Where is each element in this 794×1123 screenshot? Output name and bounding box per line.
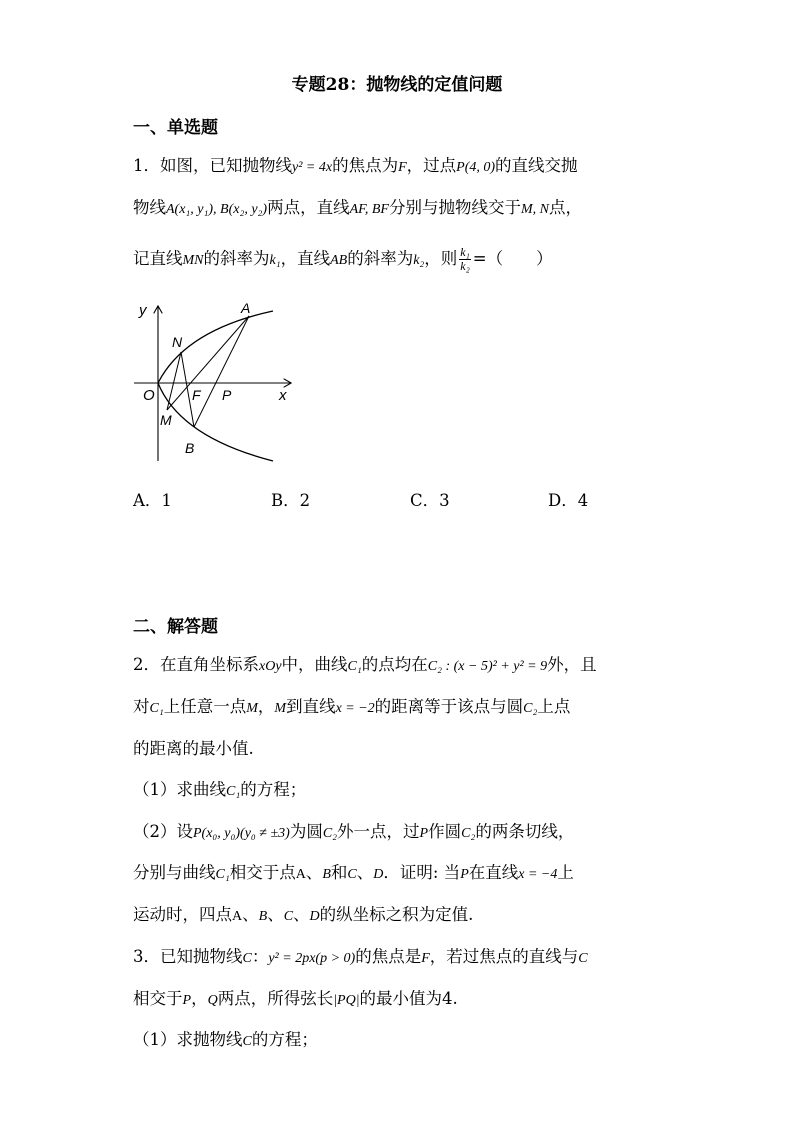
line-ab [194, 316, 249, 427]
math-lines-af-bf: AF, BF [349, 202, 389, 217]
label-m: M [160, 412, 172, 428]
page-title: 专题28：抛物线的定值问题 [291, 75, 503, 95]
option-b[interactable]: B．2 [271, 491, 311, 510]
label-b: B [185, 440, 195, 456]
math-k1: k₁ [269, 253, 281, 268]
section-heading-single-choice: 一、单选题 [133, 118, 218, 138]
q1-line-3: 记直线MN的斜率为k₁，直线AB的斜率为k₂，则 $\frac{\text{k₁}}{\text{k₂}}$ =（ ） [133, 245, 553, 273]
q2-line-2: 对C₁上任意一点M，M到直线x = −2的距离等于该点与圆C₂上点 [133, 697, 571, 716]
parabola-figure [125, 295, 300, 470]
label-o: O [143, 387, 155, 404]
math-focus-f: F [398, 160, 407, 175]
q3-line-1: 3．已知抛物线C：y² = 2px(p > 0)的焦点是F，若过焦点的直线与C [133, 947, 588, 966]
math-line-mn: MN [182, 253, 204, 268]
q2-sub-2: （2）设P(x₀, y₀)(y₀ ≠ ±3)为圆C₂外一点，过P作圆C₂的两条切线， [133, 822, 575, 841]
q3-line-2: 相交于P，Q两点，所得弦长|PQ|的最小值为4. [133, 989, 458, 1008]
section-heading-answer: 二、解答题 [133, 617, 218, 637]
line-af-m [167, 316, 249, 410]
math-points-ab: A(x₁, y₁), B(x₂, y₂) [166, 202, 268, 217]
q3-sub-1: （1）求抛物线C的方程； [133, 1030, 318, 1049]
math-points-mn: M, N [520, 202, 549, 217]
q2-sub-2-line-3: 运动时，四点A、B、C、D的纵坐标之积为定值. [133, 905, 474, 924]
label-a: A [241, 300, 251, 316]
label-n: N [172, 334, 183, 350]
q1-line-2: 物线A(x₁, y₁), B(x₂, y₂)两点，直线AF, BF分别与抛物线交于M, N点， [133, 198, 582, 217]
label-y: y [139, 302, 147, 319]
math-line-ab: AB [330, 253, 348, 268]
q2-line-3: 的距离的最小值. [133, 739, 254, 758]
math-circle-c2: C₂ : (x − 5)² + y² = 9 [427, 659, 548, 674]
label-p: P [222, 387, 232, 403]
math-parabola-eq: y² = 4x [292, 160, 333, 175]
option-a[interactable]: A．1 [133, 491, 172, 510]
q1-line-1: 1．如图，已知抛物线y² = 4x的焦点为F，过点P(4, 0)的直线交抛 [133, 156, 578, 175]
label-x: x [279, 387, 287, 404]
option-d[interactable]: D．4 [548, 491, 589, 510]
math-point-p: P(4, 0) [456, 160, 496, 175]
math-fraction-k1-k2: $\frac{\text{k₁}}{\text{k₂}}$ [460, 245, 470, 273]
math-k2: k₂ [413, 253, 425, 268]
option-c[interactable]: C．3 [410, 491, 450, 510]
q2-line-1: 2．在直角坐标系xOy中，曲线C₁的点均在C₂ : (x − 5)² + y² = 9外，且 [133, 655, 597, 674]
q2-sub-2-line-2: 分别与曲线C₁相交于点A、B和C、D．证明: 当P在直线x = −4上 [133, 863, 574, 882]
q2-sub-1: （1）求曲线C₁的方程； [133, 780, 307, 799]
label-f: F [192, 387, 201, 403]
